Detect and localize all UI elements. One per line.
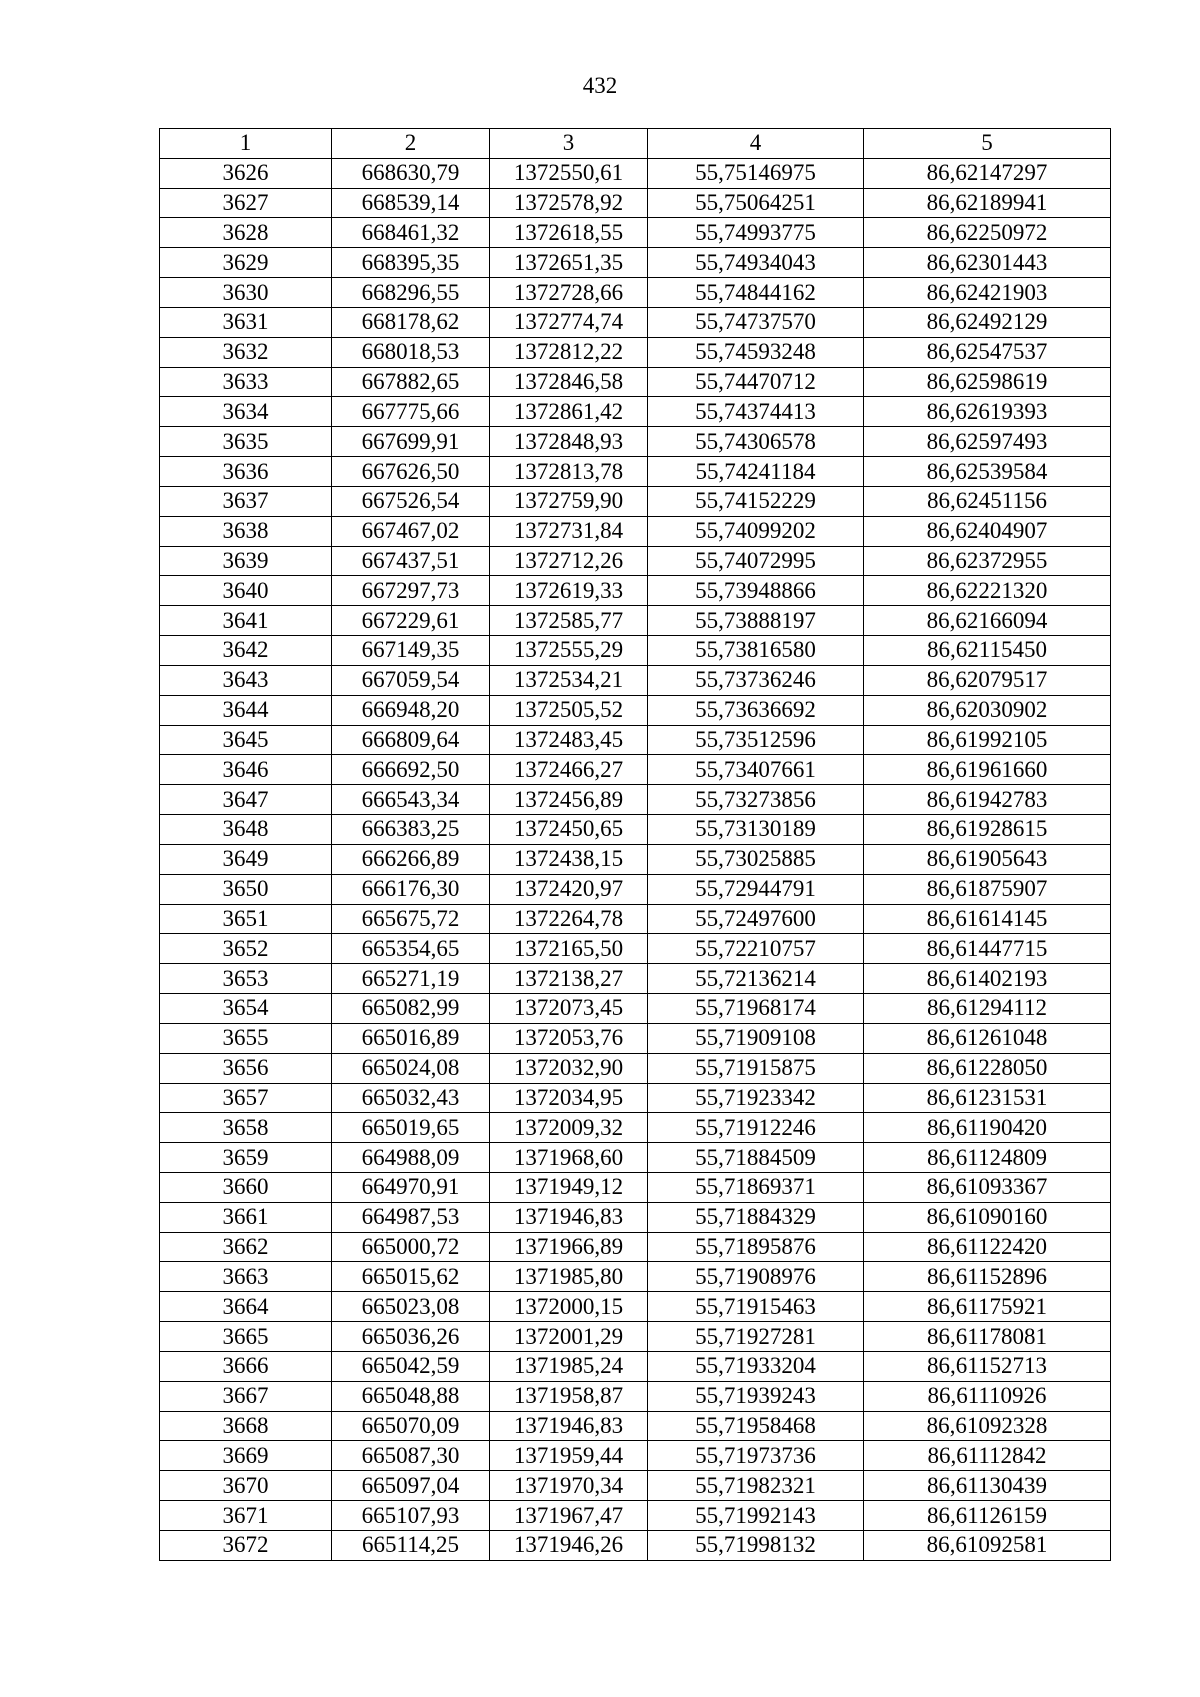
table-cell: 55,74099202 [648,516,864,546]
table-cell: 667467,02 [332,516,490,546]
table-cell: 3639 [160,546,332,576]
table-cell: 667149,35 [332,636,490,666]
table-row [160,934,1111,964]
table-cell: 665354,65 [332,934,490,964]
table-cell: 86,61130439 [864,1471,1111,1501]
table-cell: 86,61122420 [864,1232,1111,1262]
table-cell: 55,73273856 [648,785,864,815]
table-cell: 1372034,95 [490,1083,648,1113]
table-row [160,278,1111,308]
table-cell: 86,61092581 [864,1530,1111,1560]
table-cell: 55,71912246 [648,1113,864,1143]
table-cell: 3668 [160,1411,332,1441]
table-cell: 86,62539584 [864,457,1111,487]
table-cell: 86,61928615 [864,815,1111,845]
table-row [160,1292,1111,1322]
table-cell: 665015,62 [332,1262,490,1292]
table-cell: 86,62598619 [864,367,1111,397]
table-cell: 55,72944791 [648,874,864,904]
table-cell: 86,62451156 [864,486,1111,516]
table-cell: 1371946,83 [490,1411,648,1441]
table-cell: 86,62597493 [864,427,1111,457]
table-cell: 1371970,34 [490,1471,648,1501]
table-cell: 3629 [160,248,332,278]
table-row [160,486,1111,516]
table-cell: 86,62115450 [864,636,1111,666]
table-cell: 3634 [160,397,332,427]
table-row [160,904,1111,934]
table-cell: 1371967,47 [490,1501,648,1531]
table-cell: 666948,20 [332,695,490,725]
table-cell: 55,72210757 [648,934,864,964]
table-row [160,1441,1111,1471]
table-cell: 666383,25 [332,815,490,845]
table-cell: 665087,30 [332,1441,490,1471]
header-row [160,129,1111,159]
table-row [160,1351,1111,1381]
table-cell: 55,75146975 [648,158,864,188]
table-cell: 3670 [160,1471,332,1501]
table-cell: 86,61942783 [864,785,1111,815]
table-cell: 668539,14 [332,188,490,218]
table-cell: 1372534,21 [490,665,648,695]
table-cell: 667437,51 [332,546,490,576]
table-cell: 86,62372955 [864,546,1111,576]
table-cell: 55,72497600 [648,904,864,934]
table-row [160,785,1111,815]
table-cell: 86,61178081 [864,1322,1111,1352]
table-cell: 86,62221320 [864,576,1111,606]
table-cell: 3654 [160,994,332,1024]
table-row [160,1322,1111,1352]
table-row [160,1471,1111,1501]
table-cell: 1372619,33 [490,576,648,606]
table-cell: 86,62079517 [864,665,1111,695]
table-cell: 55,73636692 [648,695,864,725]
table-cell: 1371946,26 [490,1530,648,1560]
table-cell: 86,61110926 [864,1381,1111,1411]
table-cell: 86,62030902 [864,695,1111,725]
table-cell: 86,61126159 [864,1501,1111,1531]
column-header: 5 [864,129,1111,159]
table-cell: 55,71884509 [648,1143,864,1173]
table-cell: 86,62421903 [864,278,1111,308]
table-cell: 3672 [160,1530,332,1560]
table-cell: 667059,54 [332,665,490,695]
table-cell: 3651 [160,904,332,934]
table-cell: 1372053,76 [490,1023,648,1053]
column-header: 4 [648,129,864,159]
coordinates-table [159,128,1111,1561]
table-cell: 55,73025885 [648,844,864,874]
table-cell: 86,62250972 [864,218,1111,248]
table-row [160,248,1111,278]
table-cell: 55,73512596 [648,725,864,755]
table-cell: 1372585,77 [490,606,648,636]
table-cell: 665048,88 [332,1381,490,1411]
table-cell: 1371958,87 [490,1381,648,1411]
table-row [160,367,1111,397]
table-cell: 3637 [160,486,332,516]
table-cell: 3664 [160,1292,332,1322]
table-cell: 86,61905643 [864,844,1111,874]
table-cell: 55,74934043 [648,248,864,278]
column-header: 1 [160,129,332,159]
table-cell: 55,71915875 [648,1053,864,1083]
table-cell: 3631 [160,307,332,337]
table-cell: 3632 [160,337,332,367]
table-cell: 1371949,12 [490,1172,648,1202]
table-cell: 3660 [160,1172,332,1202]
table-cell: 3645 [160,725,332,755]
table-cell: 1371959,44 [490,1441,648,1471]
column-header: 2 [332,129,490,159]
table-row [160,576,1111,606]
table-cell: 667229,61 [332,606,490,636]
table-row [160,874,1111,904]
table-cell: 55,71923342 [648,1083,864,1113]
table-cell: 86,62189941 [864,188,1111,218]
table-cell: 666543,34 [332,785,490,815]
table-row [160,1113,1111,1143]
column-header: 3 [490,129,648,159]
table-cell: 55,71933204 [648,1351,864,1381]
table-cell: 3649 [160,844,332,874]
table-cell: 665000,72 [332,1232,490,1262]
table-cell: 1372813,78 [490,457,648,487]
table-cell: 665114,25 [332,1530,490,1560]
table-cell: 55,71884329 [648,1202,864,1232]
table-cell: 55,71915463 [648,1292,864,1322]
table-cell: 55,71982321 [648,1471,864,1501]
table-cell: 86,62166094 [864,606,1111,636]
table-cell: 86,62492129 [864,307,1111,337]
table-cell: 55,73888197 [648,606,864,636]
table-cell: 668296,55 [332,278,490,308]
table-cell: 86,62404907 [864,516,1111,546]
table-cell: 86,61294112 [864,994,1111,1024]
table-row [160,457,1111,487]
table-cell: 1372456,89 [490,785,648,815]
table-cell: 55,74152229 [648,486,864,516]
table-cell: 86,61614145 [864,904,1111,934]
table-cell: 1372846,58 [490,367,648,397]
table-cell: 664987,53 [332,1202,490,1232]
table-cell: 1372438,15 [490,844,648,874]
table-cell: 3644 [160,695,332,725]
table-cell: 1372009,32 [490,1113,648,1143]
table-cell: 3628 [160,218,332,248]
table-cell: 665675,72 [332,904,490,934]
table-cell: 55,73407661 [648,755,864,785]
table-row [160,695,1111,725]
table-cell: 86,61402193 [864,964,1111,994]
table-cell: 666176,30 [332,874,490,904]
table-cell: 1371985,24 [490,1351,648,1381]
table-cell: 55,71992143 [648,1501,864,1531]
table-cell: 55,71908976 [648,1262,864,1292]
table-cell: 3647 [160,785,332,815]
table-cell: 3671 [160,1501,332,1531]
table-cell: 1372483,45 [490,725,648,755]
table-row [160,964,1111,994]
table-cell: 55,71927281 [648,1322,864,1352]
table-cell: 665023,08 [332,1292,490,1322]
table-cell: 86,61093367 [864,1172,1111,1202]
table-cell: 3653 [160,964,332,994]
table-cell: 665070,09 [332,1411,490,1441]
table-cell: 86,62619393 [864,397,1111,427]
table-cell: 3663 [160,1262,332,1292]
table-cell: 667775,66 [332,397,490,427]
table-cell: 55,74993775 [648,218,864,248]
table-cell: 1372728,66 [490,278,648,308]
table-cell: 3659 [160,1143,332,1173]
table-cell: 667626,50 [332,457,490,487]
table-cell: 86,62301443 [864,248,1111,278]
table-cell: 3638 [160,516,332,546]
table-cell: 1372138,27 [490,964,648,994]
table-cell: 3669 [160,1441,332,1471]
table-cell: 55,73736246 [648,665,864,695]
table-cell: 55,74306578 [648,427,864,457]
table-cell: 55,75064251 [648,188,864,218]
table-cell: 665036,26 [332,1322,490,1352]
table-cell: 667699,91 [332,427,490,457]
table-cell: 667526,54 [332,486,490,516]
table-cell: 55,74072995 [648,546,864,576]
table-cell: 1371966,89 [490,1232,648,1262]
table-cell: 668018,53 [332,337,490,367]
table-cell: 665032,43 [332,1083,490,1113]
table-cell: 1372073,45 [490,994,648,1024]
table-cell: 1371985,80 [490,1262,648,1292]
table-cell: 1372651,35 [490,248,648,278]
table-cell: 668630,79 [332,158,490,188]
table-body [160,158,1111,1560]
table-row [160,1530,1111,1560]
table-cell: 3661 [160,1202,332,1232]
table-cell: 86,61228050 [864,1053,1111,1083]
table-cell: 55,74844162 [648,278,864,308]
table-cell: 3658 [160,1113,332,1143]
page-number: 432 [582,73,618,98]
table-cell: 86,61112842 [864,1441,1111,1471]
table-cell: 665016,89 [332,1023,490,1053]
table-cell: 668461,32 [332,218,490,248]
table-cell: 55,71909108 [648,1023,864,1053]
table-cell: 86,61152713 [864,1351,1111,1381]
table-row [160,1262,1111,1292]
table-cell: 86,61447715 [864,934,1111,964]
table-cell: 86,61090160 [864,1202,1111,1232]
table-cell: 1372000,15 [490,1292,648,1322]
table-cell: 1372812,22 [490,337,648,367]
table-cell: 3627 [160,188,332,218]
table-cell: 3636 [160,457,332,487]
table-cell: 665082,99 [332,994,490,1024]
table-cell: 55,71895876 [648,1232,864,1262]
table-row [160,307,1111,337]
table-cell: 1372759,90 [490,486,648,516]
table-cell: 86,61175921 [864,1292,1111,1322]
table-cell: 1372550,61 [490,158,648,188]
table-cell: 3630 [160,278,332,308]
table-row [160,815,1111,845]
table-row [160,606,1111,636]
table-cell: 3635 [160,427,332,457]
table-cell: 86,61992105 [864,725,1111,755]
table-cell: 55,71998132 [648,1530,864,1560]
table-cell: 86,61231531 [864,1083,1111,1113]
table-cell: 665097,04 [332,1471,490,1501]
table-cell: 1372466,27 [490,755,648,785]
table-cell: 3640 [160,576,332,606]
table-cell: 667882,65 [332,367,490,397]
table-row [160,397,1111,427]
table-row [160,188,1111,218]
table-cell: 55,73816580 [648,636,864,666]
table-row [160,1232,1111,1262]
table-cell: 86,61190420 [864,1113,1111,1143]
table-row [160,1143,1111,1173]
table-row [160,427,1111,457]
table-cell: 1372032,90 [490,1053,648,1083]
table-cell: 3665 [160,1322,332,1352]
table-cell: 55,71968174 [648,994,864,1024]
table-cell: 86,62147297 [864,158,1111,188]
table-cell: 55,73130189 [648,815,864,845]
table-cell: 665019,65 [332,1113,490,1143]
table-cell: 86,61961660 [864,755,1111,785]
table-row [160,1172,1111,1202]
table-row [160,337,1111,367]
table-row [160,1501,1111,1531]
table-row [160,636,1111,666]
table-cell: 3646 [160,755,332,785]
table-cell: 1372848,93 [490,427,648,457]
table-row [160,1202,1111,1232]
table-cell: 3643 [160,665,332,695]
table-cell: 3666 [160,1351,332,1381]
table-cell: 55,71973736 [648,1441,864,1471]
table-cell: 55,73948866 [648,576,864,606]
table-cell: 1372712,26 [490,546,648,576]
table-cell: 3633 [160,367,332,397]
table-row [160,994,1111,1024]
table-cell: 1372165,50 [490,934,648,964]
table-cell: 3650 [160,874,332,904]
table-cell: 55,71958468 [648,1411,864,1441]
table-cell: 55,72136214 [648,964,864,994]
table-row [160,218,1111,248]
table-cell: 3655 [160,1023,332,1053]
table-cell: 1372618,55 [490,218,648,248]
table-cell: 665271,19 [332,964,490,994]
table-cell: 86,61261048 [864,1023,1111,1053]
table-cell: 1372420,97 [490,874,648,904]
table-cell: 3648 [160,815,332,845]
table-cell: 1372450,65 [490,815,648,845]
table-row [160,844,1111,874]
table-cell: 55,74737570 [648,307,864,337]
table-cell: 668395,35 [332,248,490,278]
table-cell: 3667 [160,1381,332,1411]
table-cell: 1372578,92 [490,188,648,218]
table-cell: 3652 [160,934,332,964]
table-row [160,158,1111,188]
table-cell: 666809,64 [332,725,490,755]
table-row [160,546,1111,576]
table-cell: 1372861,42 [490,397,648,427]
table-cell: 664988,09 [332,1143,490,1173]
table-cell: 86,61152896 [864,1262,1111,1292]
table-row [160,665,1111,695]
table-cell: 1372555,29 [490,636,648,666]
table-cell: 1372774,74 [490,307,648,337]
table-cell: 665107,93 [332,1501,490,1531]
table-cell: 86,62547537 [864,337,1111,367]
table-row [160,1023,1111,1053]
table-cell: 664970,91 [332,1172,490,1202]
table-row [160,1411,1111,1441]
table-cell: 665024,08 [332,1053,490,1083]
table-cell: 1372264,78 [490,904,648,934]
table-cell: 55,74470712 [648,367,864,397]
table-cell: 3641 [160,606,332,636]
table-cell: 668178,62 [332,307,490,337]
table-cell: 1371946,83 [490,1202,648,1232]
table-cell: 666266,89 [332,844,490,874]
table-cell: 3662 [160,1232,332,1262]
table-cell: 55,71869371 [648,1172,864,1202]
table-row [160,1083,1111,1113]
table-row [160,1053,1111,1083]
table-cell: 667297,73 [332,576,490,606]
table-row [160,755,1111,785]
table-cell: 3657 [160,1083,332,1113]
table-cell: 3626 [160,158,332,188]
table-cell: 1372505,52 [490,695,648,725]
table-cell: 55,74241184 [648,457,864,487]
table-cell: 1372001,29 [490,1322,648,1352]
table-cell: 3642 [160,636,332,666]
table-cell: 1371968,60 [490,1143,648,1173]
table-row [160,516,1111,546]
table-row [160,1381,1111,1411]
table-row [160,725,1111,755]
table-cell: 86,61875907 [864,874,1111,904]
table-cell: 666692,50 [332,755,490,785]
table-cell: 86,61092328 [864,1411,1111,1441]
table-header [160,129,1111,159]
table-cell: 3656 [160,1053,332,1083]
table-cell: 86,61124809 [864,1143,1111,1173]
table-cell: 55,71939243 [648,1381,864,1411]
table-cell: 55,74593248 [648,337,864,367]
table-cell: 1372731,84 [490,516,648,546]
table-cell: 55,74374413 [648,397,864,427]
table-cell: 665042,59 [332,1351,490,1381]
